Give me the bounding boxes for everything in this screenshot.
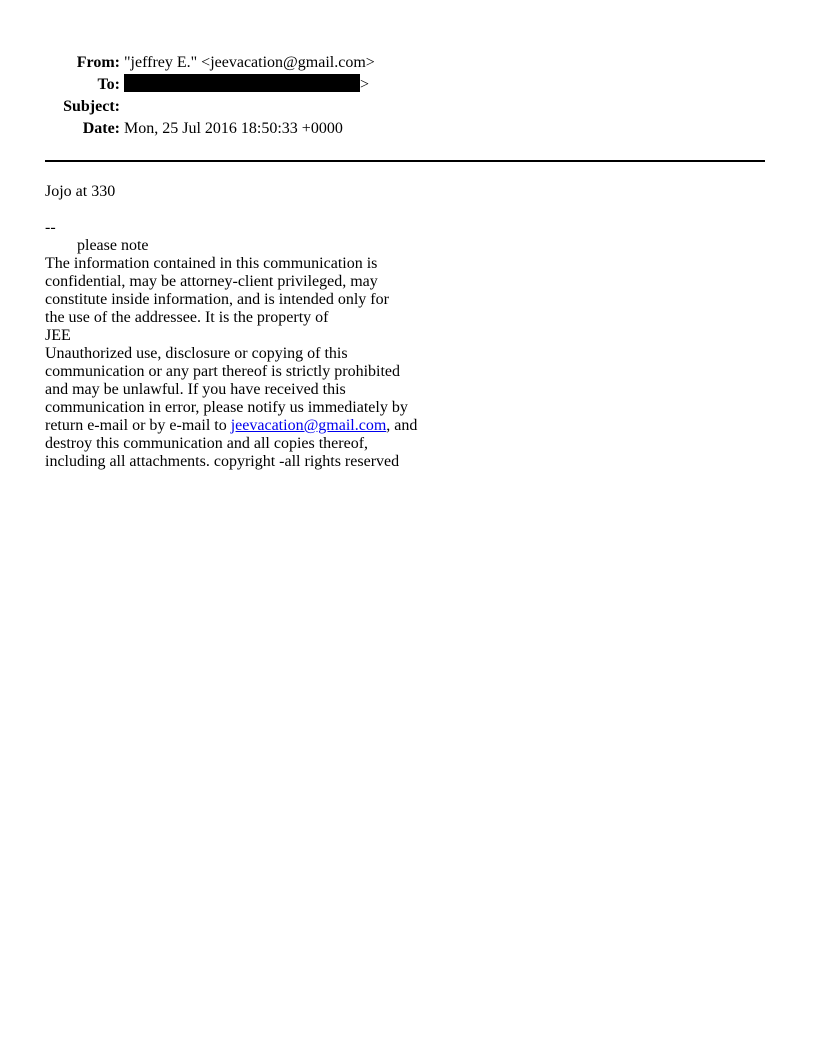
disclaimer-line: communication or any part thereof is strictly prohibited <box>45 363 401 380</box>
header-divider <box>45 160 765 162</box>
disclaimer-line: JEE <box>45 327 71 344</box>
date-value: Mon, 25 Jul 2016 18:50:33 +0000 <box>124 120 343 137</box>
email-body <box>45 183 445 471</box>
to-suffix: > <box>360 76 370 93</box>
please-note-text: please note <box>77 237 149 254</box>
to-value <box>124 74 369 96</box>
disclaimer-line: confidential, may be attorney-client privileged, may <box>45 273 378 290</box>
from-row <box>0 52 816 74</box>
disclaimer-line: and may be unlawful. If you have received this <box>45 381 346 398</box>
disclaimer-line: destroy this communication and all copies thereof, <box>45 435 369 452</box>
disclaimer-line: Unauthorized use, disclosure or copying of this <box>45 345 348 362</box>
disclaimer-line: including all attachments. copyright -all rights reserved <box>45 453 400 470</box>
email-link[interactable]: jeevacation@gmail.com <box>230 417 387 434</box>
return-suffix: , and <box>386 417 418 434</box>
subject-label: Subject: <box>63 98 120 115</box>
greeting-text: Jojo at 330 <box>45 183 116 200</box>
to-label: To: <box>97 76 120 93</box>
disclaimer-line: communication in error, please notify us immediately by <box>45 399 408 416</box>
disclaimer-line: the use of the addressee. It is the property of <box>45 309 329 326</box>
return-email-line <box>45 417 445 435</box>
to-row <box>0 74 816 96</box>
disclaimer-line: The information contained in this communication is <box>45 255 378 272</box>
email-header <box>0 52 816 140</box>
from-label: From: <box>76 54 120 71</box>
return-prefix: return e-mail or by e-mail to <box>45 417 231 434</box>
signature-separator: -- <box>45 219 56 236</box>
disclaimer-line: constitute inside information, and is intended only for <box>45 291 389 308</box>
redaction-block <box>124 74 360 92</box>
from-value: "jeffrey E." <jeevacation@gmail.com> <box>124 54 375 71</box>
date-row <box>0 118 816 140</box>
date-label: Date: <box>82 120 120 137</box>
subject-row <box>0 96 816 118</box>
